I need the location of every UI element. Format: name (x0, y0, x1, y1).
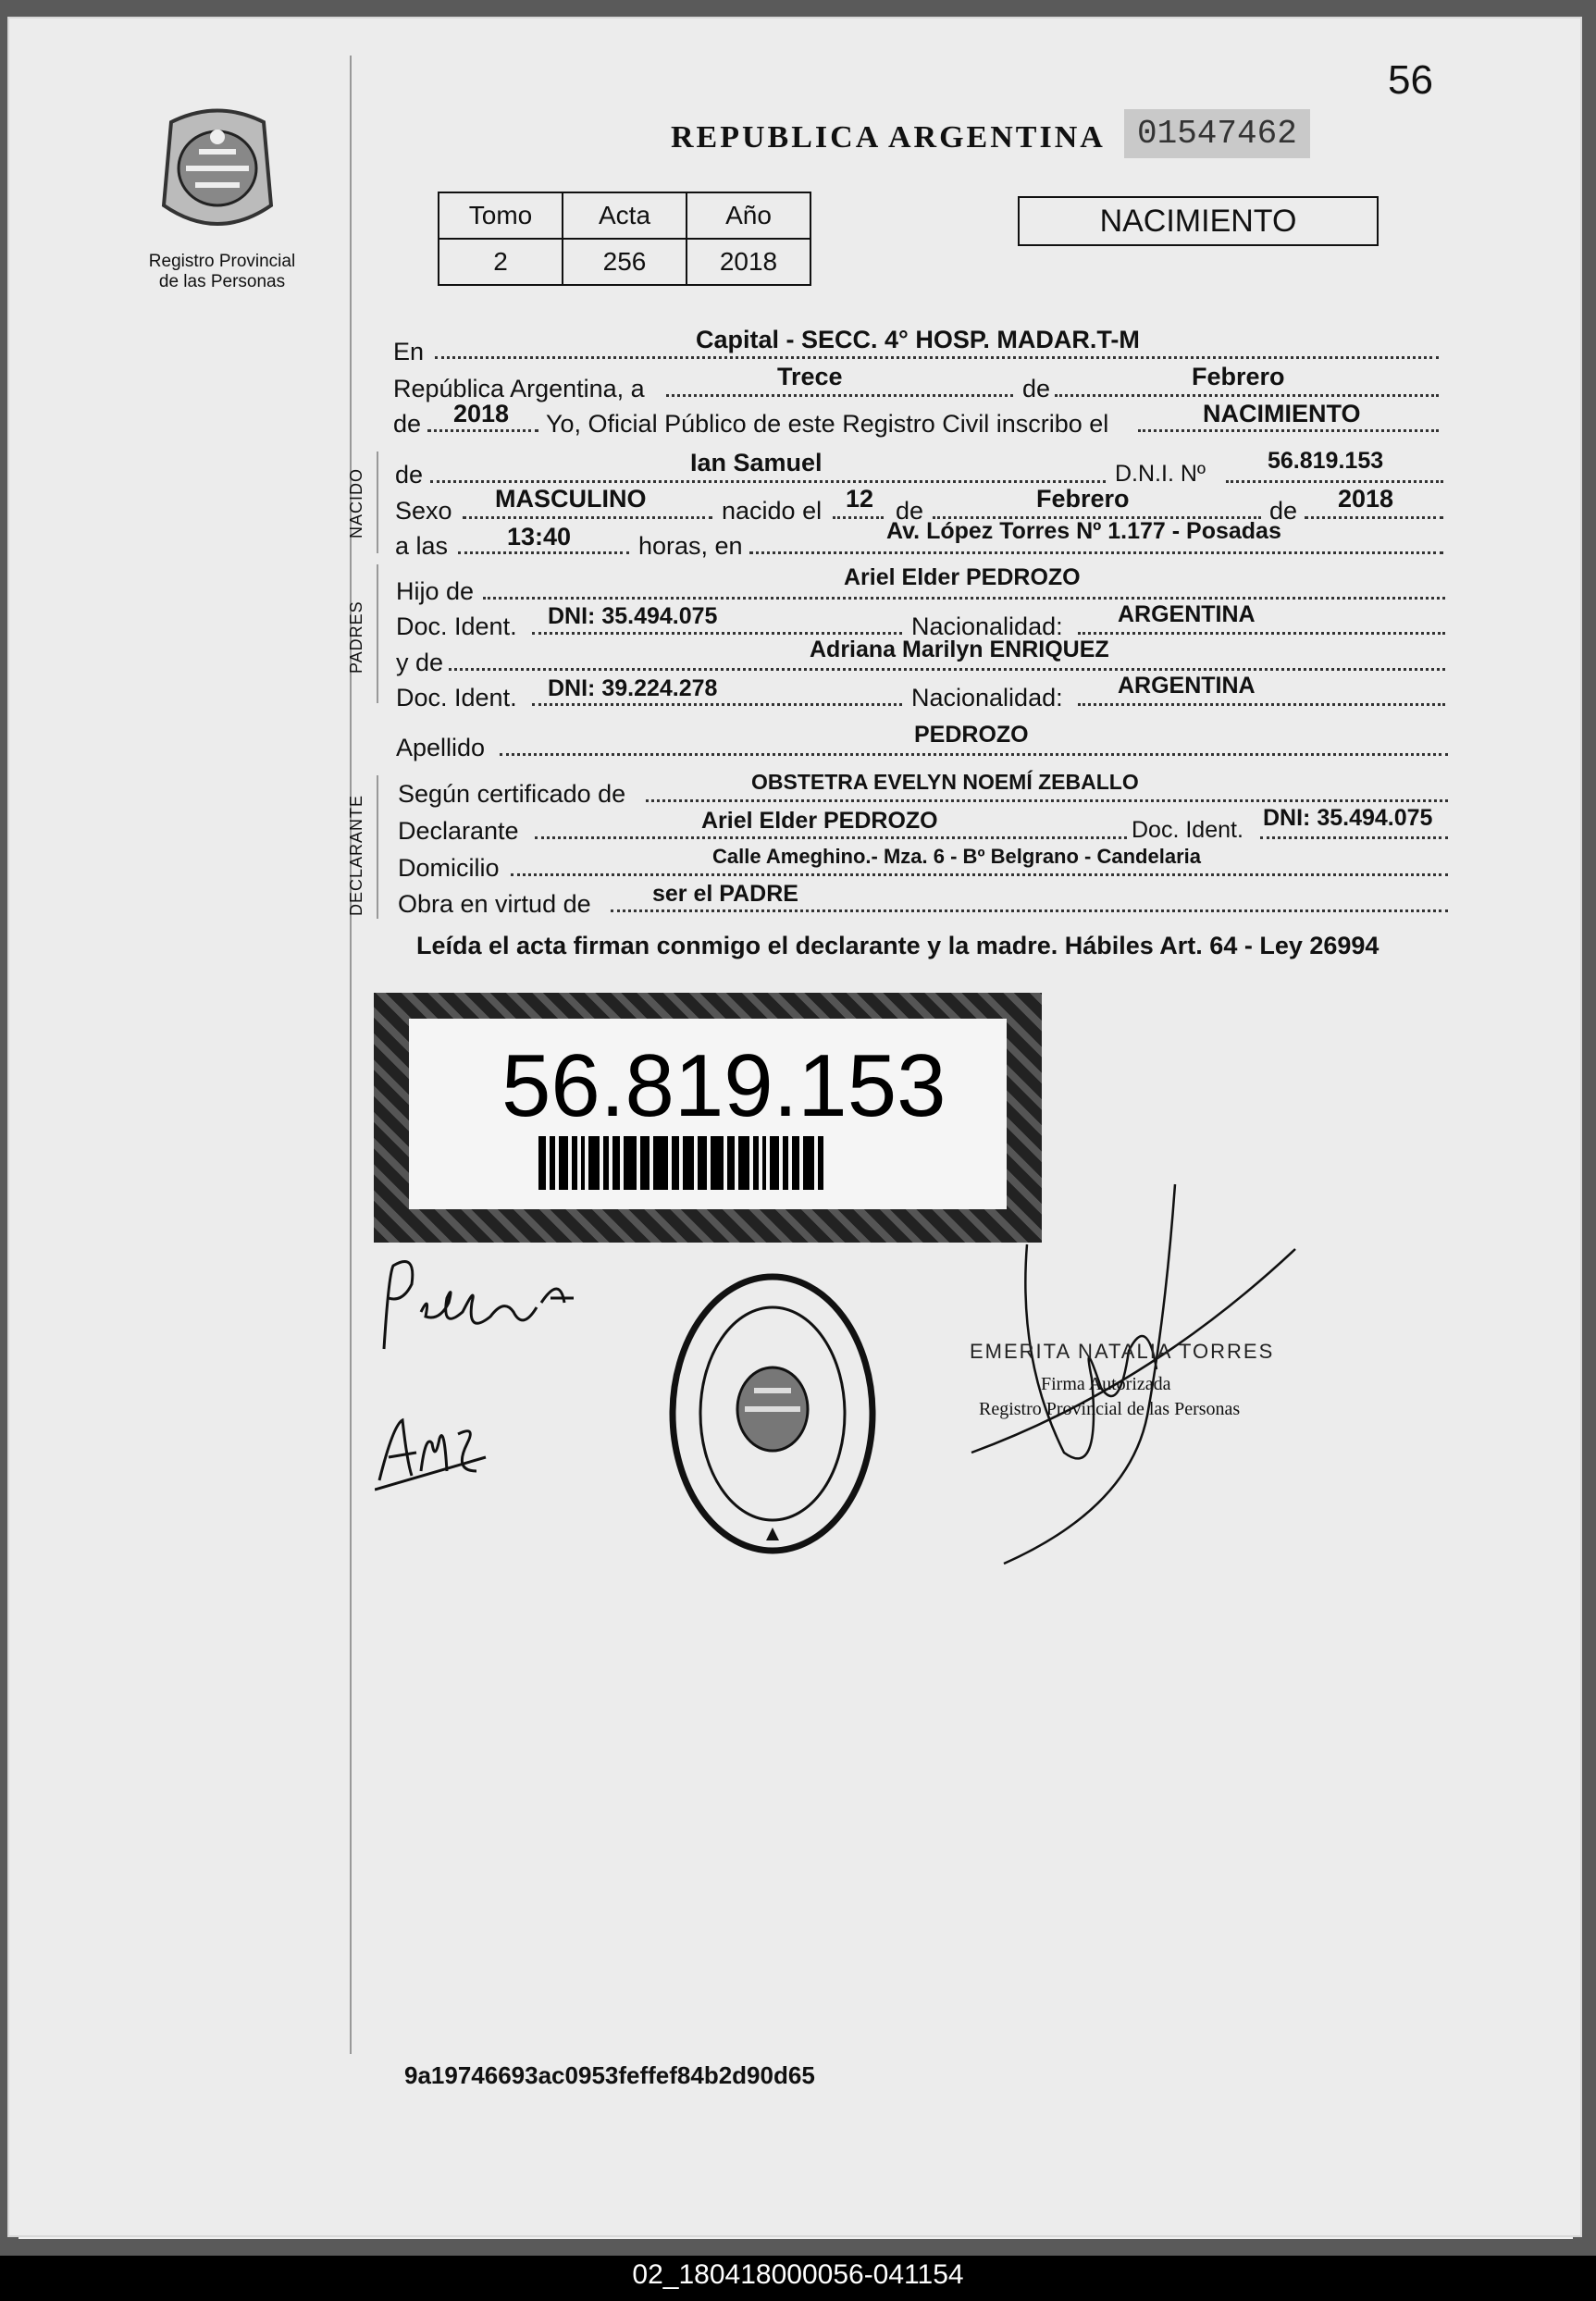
document-title: REPUBLICA ARGENTINA (671, 120, 1106, 155)
registry-seal (666, 1270, 879, 1557)
dotted-line (1305, 516, 1443, 519)
dotted-line (646, 799, 1448, 802)
padre-nacionalidad: ARGENTINA (1118, 601, 1256, 627)
nacido-lugar: Av. López Torres Nº 1.177 - Posadas (886, 518, 1281, 544)
madre-nombre: Adriana Marilyn ENRIQUEZ (810, 637, 1109, 662)
dotted-line (435, 356, 1439, 359)
label-nacido-el: nacido el (722, 497, 823, 525)
label-doc-ident: Doc. Ident. (1132, 817, 1243, 843)
madre-doc: DNI: 39.224.278 (548, 675, 718, 701)
label-de: de (395, 461, 424, 489)
table-header: Acta (563, 192, 687, 239)
document-hash: 9a19746693ac0953feffef84b2d90d65 (404, 2061, 815, 2089)
dotted-line (1078, 632, 1445, 635)
margin-line (350, 56, 352, 2054)
label-declarante: Declarante (398, 817, 519, 845)
label-segun-certificado: Según certificado de (398, 780, 626, 808)
dotted-line (1138, 429, 1439, 432)
section-divider (377, 775, 378, 919)
dotted-line (1055, 394, 1439, 397)
official-role: Firma Autorizada (1041, 1374, 1171, 1394)
padre-nombre: Ariel Elder PEDROZO (844, 564, 1081, 590)
table-header: Año (687, 192, 810, 239)
declarante-doc: DNI: 35.494.075 (1263, 805, 1433, 831)
nacido-hora: 13:40 (507, 523, 572, 551)
dotted-line (611, 909, 1448, 912)
dotted-line (535, 836, 1127, 839)
padre-doc: DNI: 35.494.075 (548, 603, 718, 629)
dotted-line (458, 551, 629, 554)
signature-amc (375, 1406, 495, 1499)
label-sexo: Sexo (395, 497, 452, 525)
dotted-line (1078, 703, 1445, 706)
label-horas-en: horas, en (638, 532, 743, 560)
dotted-line (430, 480, 1106, 483)
dotted-line (532, 703, 902, 706)
label-doc-ident: Doc. Ident. (396, 684, 517, 711)
table-header: Tomo (439, 192, 563, 239)
dotted-line (1226, 480, 1443, 483)
label-oficial: Yo, Oficial Público de este Registro Civil inscribo el (546, 410, 1109, 438)
acta-anio: 2018 (453, 400, 510, 427)
tomo-acta-anio-table (438, 192, 811, 286)
label-de: de (896, 497, 924, 525)
side-label-padres: PADRES (347, 600, 365, 674)
dotted-line (833, 516, 884, 519)
dotted-line (449, 668, 1445, 671)
legal-text: Leída el acta firman conmigo el declarante y la madre. Hábiles Art. 64 - Ley 26994 (416, 932, 1379, 959)
label-domicilio: Domicilio (398, 854, 500, 882)
nacido-dni: 56.819.153 (1268, 448, 1384, 474)
label-apellido: Apellido (396, 734, 486, 761)
label-de: de (1022, 375, 1051, 402)
apellido-value: PEDROZO (914, 722, 1029, 748)
logo-caption: Registro Provincial de las Personas (148, 252, 296, 291)
nacido-anio: 2018 (1338, 485, 1394, 513)
side-label-declarante: DECLARANTE (347, 794, 365, 916)
label-y-de: y de (396, 649, 444, 676)
table-cell: 2018 (687, 239, 810, 285)
section-divider (377, 564, 378, 703)
label-de: de (393, 410, 422, 438)
dotted-line (463, 516, 712, 519)
side-label-nacido: NACIDO (347, 467, 365, 538)
label-nacionalidad: Nacionalidad: (911, 684, 1063, 711)
dotted-line (532, 632, 902, 635)
label-a-las: a las (395, 532, 449, 560)
certificado-value: OBSTETRA EVELYN NOEMÍ ZEBALLO (751, 770, 1139, 794)
acta-lugar: Capital - SECC. 4° HOSP. MADAR.T-M (696, 326, 1140, 353)
label-de: de (1269, 497, 1298, 525)
label-doc-ident: Doc. Ident. (396, 612, 517, 640)
dotted-line (1260, 836, 1448, 839)
nacido-mes: Febrero (1036, 485, 1130, 513)
table-cell: 2 (439, 239, 563, 285)
serial-number: 01547462 (1124, 109, 1310, 158)
label-republica: República Argentina, a (393, 375, 645, 402)
label-dni: D.N.I. Nº (1115, 461, 1206, 487)
dotted-line (500, 753, 1448, 756)
label-en: En (393, 338, 425, 365)
nacido-sexo: MASCULINO (495, 485, 647, 513)
declarante-domicilio: Calle Ameghino.- Mza. 6 - Bº Belgrano - Candelaria (712, 845, 1201, 868)
label-nacionalidad: Nacionalidad: (911, 612, 1063, 640)
dotted-line (749, 551, 1443, 554)
dotted-line (511, 873, 1448, 876)
dotted-line (666, 394, 1013, 397)
stamp-dni-number: 56.819.153 (501, 1036, 946, 1135)
nacido-nombre: Ian Samuel (690, 449, 823, 476)
madre-nacionalidad: ARGENTINA (1118, 673, 1256, 699)
provincia-misiones-logo-icon (153, 104, 282, 242)
section-divider (377, 452, 378, 553)
register-type-box: NACIMIENTO (1018, 196, 1379, 246)
official-office: Registro Provincial de las Personas (979, 1399, 1241, 1419)
acta-dia: Trece (777, 363, 843, 390)
table-cell: 256 (563, 239, 687, 285)
signature-pedrozo (375, 1247, 597, 1367)
dotted-line (483, 597, 1445, 600)
dni-stamp (374, 993, 1042, 1243)
acta-tipo: NACIMIENTO (1203, 400, 1361, 427)
declarante-virtud: ser el PADRE (652, 881, 798, 907)
barcode-icon (538, 1136, 936, 1190)
label-obra-en-virtud: Obra en virtud de (398, 890, 591, 918)
acta-mes: Febrero (1192, 363, 1285, 390)
declarante-nombre: Ariel Elder PEDROZO (701, 808, 938, 834)
dotted-line (427, 429, 538, 432)
label-hijo-de: Hijo de (396, 577, 475, 605)
official-name: EMERITA NATALIA TORRES (970, 1340, 1275, 1363)
page-number: 56 (1388, 57, 1433, 103)
file-identifier: 02_180418000056-041154 (632, 2259, 964, 2290)
nacido-dia: 12 (846, 485, 874, 513)
